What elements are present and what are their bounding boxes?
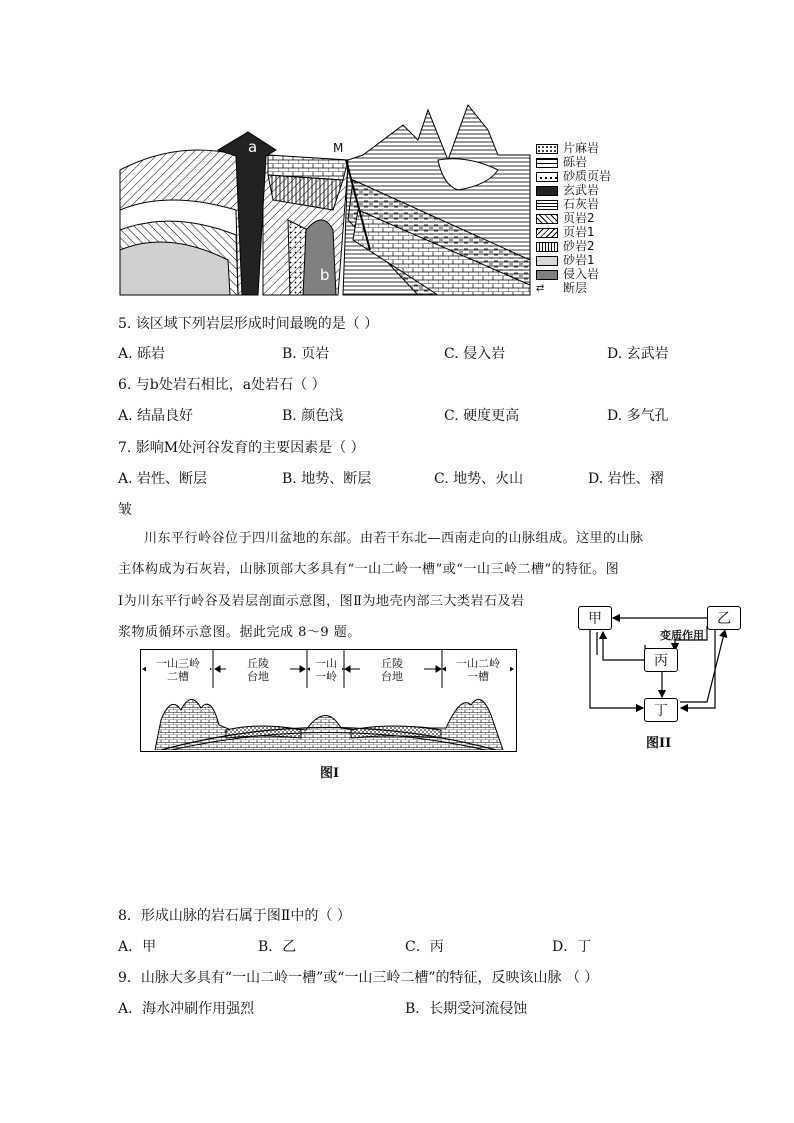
legend-item: 砾岩 [536, 156, 587, 169]
fault-arrows-icon: ⇄ [536, 282, 545, 294]
passage-line-3: Ⅰ为川东平行岭谷及岩层剖面示意图，图Ⅱ为地壳内部三大类岩石及岩 [118, 594, 525, 609]
rock-yi: 乙 [707, 606, 741, 630]
label-a: a [248, 138, 258, 156]
q8-option-c[interactable]: C．丙 [405, 939, 444, 955]
question-7: 7. 影响M处河谷发育的主要因素是（ ） [118, 440, 365, 456]
rock-bing: 丙 [644, 648, 678, 672]
q8-option-d[interactable]: D．丁 [552, 939, 592, 955]
section-label-1: 一山三岭 二槽 [146, 657, 210, 683]
q7-option-d[interactable]: D. 岩性、褶 [588, 471, 664, 487]
q5-option-a[interactable]: A. 砾岩 [118, 346, 166, 362]
label-b: b [320, 266, 330, 284]
label-m: M [333, 141, 344, 155]
rock-jia: 甲 [578, 606, 612, 630]
figure-ii-caption: 图II [646, 736, 672, 751]
q7-option-c[interactable]: C. 地势、火山 [434, 471, 524, 487]
q9-option-a[interactable]: A．海水冲刷作用强烈 [118, 1001, 255, 1017]
passage-line-1: 川东平行岭谷位于四川盆地的东部。由若干东北—西南走向的山脉组成。这里的山脉 [144, 531, 644, 546]
q7-option-b[interactable]: B. 地势、断层 [282, 471, 372, 487]
q6-option-b[interactable]: B. 颜色浅 [282, 408, 344, 424]
q8-option-b[interactable]: B．乙 [258, 939, 297, 955]
section-label-5: 一山二岭 一槽 [446, 657, 510, 683]
q5-option-b[interactable]: B. 页岩 [282, 346, 330, 362]
question-5: 5. 该区域下列岩层形成时间最晚的是（ ） [118, 316, 379, 332]
legend-item: 片麻岩 [536, 142, 599, 155]
question-6: 6. 与b处岩石相比，a处岩石（ ） [118, 377, 326, 393]
q5-option-c[interactable]: C. 侵入岩 [444, 346, 506, 362]
passage-line-4: 浆物质循环示意图。据此完成 8～9 题。 [118, 625, 361, 640]
q6-option-a[interactable]: A. 结晶良好 [118, 408, 194, 424]
legend-item: 玄武岩 [536, 184, 599, 197]
metamorphism-label: 变质作用 [660, 629, 704, 642]
q7-option-d-continued: 皱 [118, 502, 132, 518]
section-label-4: 丘陵 台地 [360, 657, 424, 683]
rock-ding: 丁 [644, 698, 678, 722]
legend-item: 页岩2 [536, 212, 595, 225]
legend-item: 侵入岩 [536, 268, 599, 281]
legend-item: 砂岩1 [536, 254, 595, 267]
q6-option-c[interactable]: C. 硬度更高 [444, 408, 520, 424]
question-8: 8．形成山脉的岩石属于图Ⅱ中的（ ） [118, 908, 351, 924]
legend-item: 砂质页岩 [536, 170, 611, 183]
section-label-3: 一山 一岭 [310, 657, 342, 683]
q7-option-a[interactable]: A. 岩性、断层 [118, 471, 208, 487]
legend-item: ⇄ 断层 [536, 281, 588, 295]
question-9: 9．山脉大多具有“一山二岭一槽”或“一山三岭二槽”的特征，反映该山脉 （ ） [118, 970, 599, 986]
q5-option-d[interactable]: D. 玄武岩 [607, 346, 669, 362]
q6-option-d[interactable]: D. 多气孔 [607, 408, 669, 424]
passage-line-2: 主体构成为石灰岩，山脉顶部大多具有“一山二岭一槽”或“一山三岭二槽”的特征。图 [118, 562, 620, 577]
figure-i-caption: 图I [320, 766, 340, 781]
legend-item: 石灰岩 [536, 198, 599, 211]
q8-option-a[interactable]: A．甲 [118, 939, 157, 955]
q9-option-b[interactable]: B．长期受河流侵蚀 [405, 1001, 528, 1017]
legend-item: 页岩1 [536, 226, 595, 239]
section-label-2: 丘陵 台地 [226, 657, 290, 683]
legend-item: 砂岩2 [536, 240, 595, 253]
